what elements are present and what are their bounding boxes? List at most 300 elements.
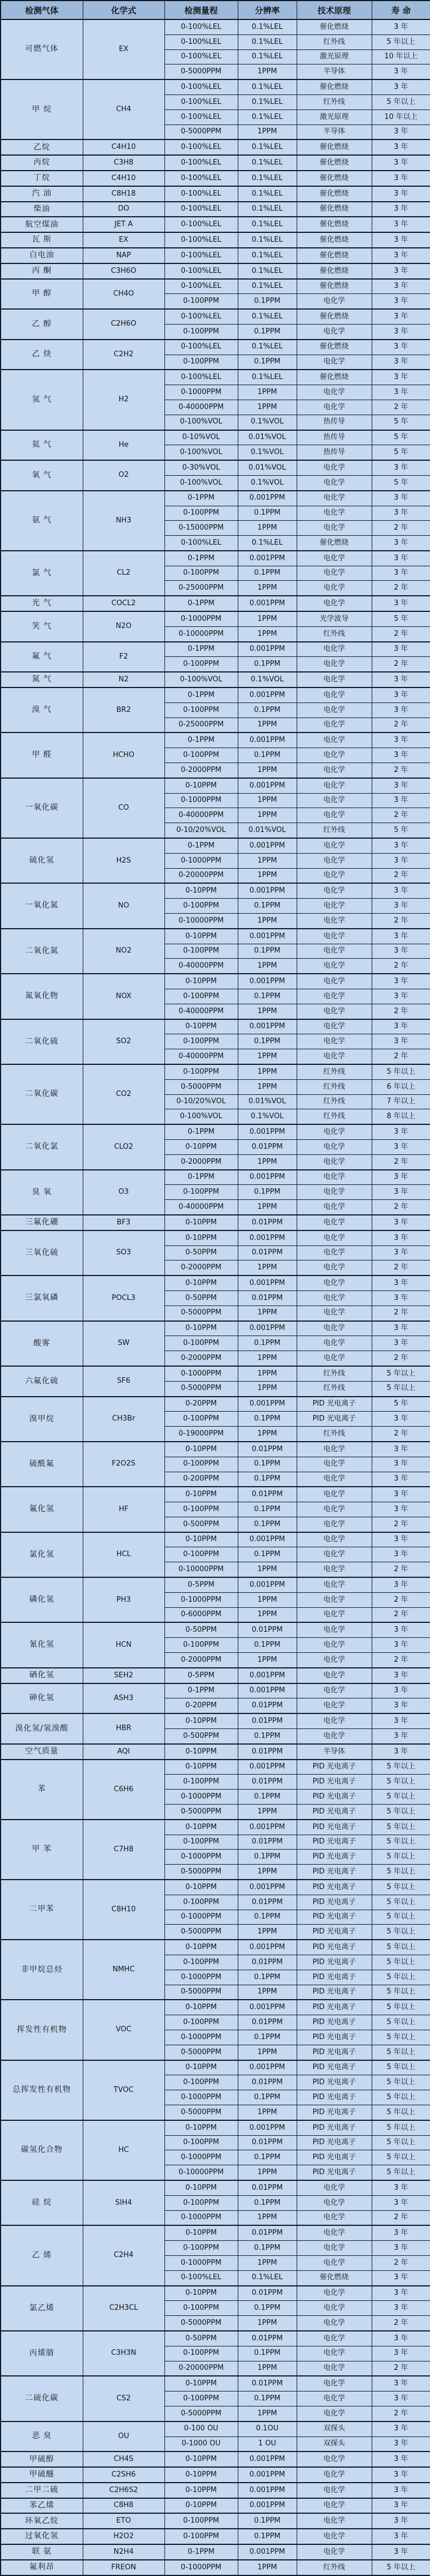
lifespan-cell: 3 年 xyxy=(372,2513,430,2529)
resolution-cell: 1PPM xyxy=(238,808,297,823)
table-row xyxy=(1,263,430,279)
lifespan-cell: 3 年 xyxy=(372,309,430,324)
principle-cell: PID 光电离子 xyxy=(297,1970,372,1985)
lifespan-cell: 3 年 xyxy=(372,778,430,793)
gas-name-cell: 非甲烷总烃 xyxy=(1,1940,83,2000)
formula-cell: VOC xyxy=(83,2000,164,2060)
principle-cell: 催化燃烧 xyxy=(297,536,372,551)
table-row xyxy=(1,1215,430,1230)
gas-name-cell: 硒化氢 xyxy=(1,1668,83,1683)
gas-name-cell: 酸雾 xyxy=(1,1321,83,1366)
table-row xyxy=(1,217,430,232)
range-cell: 0-10PPM xyxy=(164,778,238,793)
resolution-cell: 1PPM xyxy=(238,1985,297,2000)
range-cell: 0-10PPM xyxy=(164,974,238,989)
table-row xyxy=(1,186,430,202)
range-cell: 0-100%LEL xyxy=(164,49,238,64)
range-cell: 0-50PPM xyxy=(164,1622,238,1637)
principle-cell: 电化学 xyxy=(297,1245,372,1260)
lifespan-cell: 3 年 xyxy=(372,155,430,171)
gas-name-cell: 一氧化氮 xyxy=(1,883,83,928)
principle-cell: 电化学 xyxy=(297,1562,372,1577)
table-row xyxy=(1,2529,430,2544)
table-row xyxy=(1,1275,430,1291)
range-cell: 0-10PPM xyxy=(164,1940,238,1955)
principle-cell: 激光原理 xyxy=(297,49,372,64)
lifespan-cell: 2 年 xyxy=(372,1306,430,1321)
lifespan-cell: 3 年 xyxy=(372,989,430,1004)
resolution-cell: 1PPM xyxy=(238,2560,297,2575)
lifespan-cell: 8 年以上 xyxy=(372,1109,430,1124)
resolution-cell: 0.1PPM xyxy=(238,2301,297,2316)
range-cell: 0-5PPM xyxy=(164,1668,238,1683)
lifespan-cell: 3 年 xyxy=(372,370,430,385)
resolution-cell: 1PPM xyxy=(238,1805,297,1820)
table-row xyxy=(1,340,430,355)
resolution-cell: 0.1%LEL xyxy=(238,171,297,186)
principle-cell: 电化学 xyxy=(297,2467,372,2483)
lifespan-cell: 3 年 xyxy=(372,1457,430,1472)
resolution-cell: 0.1PPM xyxy=(238,2150,297,2165)
principle-cell: 电化学 xyxy=(297,1336,372,1351)
principle-cell: 电化学 xyxy=(297,1729,372,1744)
table-row xyxy=(1,1170,430,1185)
principle-cell: PID 光电离子 xyxy=(297,1805,372,1820)
resolution-cell: 0.001PPM xyxy=(238,2452,297,2467)
resolution-cell: 0.1%LEL xyxy=(238,309,297,324)
range-cell: 0-500PPM xyxy=(164,1517,238,1532)
lifespan-cell: 3 年 xyxy=(372,232,430,248)
principle-cell: PID 光电离子 xyxy=(297,1955,372,1970)
range-cell: 0-10000PPM xyxy=(164,2165,238,2180)
lifespan-cell: 3 年 xyxy=(372,642,430,657)
lifespan-cell: 3 年 xyxy=(372,974,430,989)
resolution-cell: 0.1PPM xyxy=(238,1910,297,1925)
resolution-cell: 0.1%LEL xyxy=(238,248,297,263)
resolution-cell: 1PPM xyxy=(238,763,297,778)
resolution-cell: 0.01PPM xyxy=(238,1698,297,1713)
range-cell: 0-100PPM xyxy=(164,2529,238,2544)
range-cell: 0-10PPM xyxy=(164,2286,238,2301)
principle-cell: PID 光电离子 xyxy=(297,2135,372,2150)
range-cell: 0-100%LEL xyxy=(164,171,238,186)
principle-cell: 电化学 xyxy=(297,1472,372,1487)
resolution-cell: 0.01PPM xyxy=(238,2180,297,2195)
lifespan-cell: 3 年 xyxy=(372,1412,430,1427)
principle-cell: 电化学 xyxy=(297,687,372,702)
resolution-cell: 0.1PPM xyxy=(238,566,297,581)
principle-cell: 双探头 xyxy=(297,2437,372,2452)
lifespan-cell: 3 年 xyxy=(372,838,430,853)
range-cell: 0-5000PPM xyxy=(164,124,238,139)
resolution-cell: 0.001PPM xyxy=(238,2060,297,2075)
formula-cell: CL2 xyxy=(83,551,164,596)
gas-name-cell: 乙烷 xyxy=(1,139,83,155)
principle-cell: 电化学 xyxy=(297,2498,372,2514)
principle-cell: 电化学 xyxy=(297,1532,372,1547)
gas-name-cell: 二甲苯 xyxy=(1,1880,83,1940)
formula-cell: C6H6 xyxy=(83,1760,164,1820)
principle-cell: 电化学 xyxy=(297,1124,372,1139)
range-cell: 0-100%LEL xyxy=(164,263,238,279)
resolution-cell: 0.1PPM xyxy=(238,2030,297,2045)
range-cell: 0-100PPM xyxy=(164,2241,238,2256)
formula-cell: FREON xyxy=(83,2560,164,2575)
lifespan-cell: 3 年 xyxy=(372,506,430,521)
formula-cell: C4H10 xyxy=(83,139,164,155)
formula-cell: NMHC xyxy=(83,1940,164,2000)
gas-name-cell: 光 气 xyxy=(1,596,83,611)
table-row xyxy=(1,642,430,657)
range-cell: 0-10PPM xyxy=(164,1321,238,1336)
resolution-cell: 0.001PPM xyxy=(238,1321,297,1336)
principle-cell: 电化学 xyxy=(297,1185,372,1200)
lifespan-cell: 5 年 xyxy=(372,475,430,490)
lifespan-cell: 5 年以上 xyxy=(372,1925,430,1940)
table-row xyxy=(1,232,430,248)
range-cell: 0-10PPM xyxy=(164,929,238,944)
formula-cell: C8H8 xyxy=(83,2498,164,2514)
lifespan-cell: 3 年 xyxy=(372,1577,430,1592)
gas-name-cell: 苯 xyxy=(1,1760,83,1820)
range-cell: 0-1000PPM xyxy=(164,2030,238,2045)
range-cell: 0-1000PPM xyxy=(164,2255,238,2270)
principle-cell: 催化燃烧 xyxy=(297,340,372,355)
formula-cell: NOX xyxy=(83,974,164,1019)
formula-cell: CH4O xyxy=(83,279,164,310)
table-row xyxy=(1,778,430,793)
principle-cell: 催化燃烧 xyxy=(297,370,372,385)
principle-cell: 电化学 xyxy=(297,324,372,339)
gas-name-cell: 乙 炔 xyxy=(1,340,83,370)
formula-cell: AQI xyxy=(83,1744,164,1760)
principle-cell: 电化学 xyxy=(297,2195,372,2210)
principle-cell: PID 光电离子 xyxy=(297,1820,372,1835)
principle-cell: PID 光电离子 xyxy=(297,2150,372,2165)
formula-cell: H2 xyxy=(83,370,164,430)
range-cell: 0-1000PPM xyxy=(164,1366,238,1381)
resolution-cell: 0.1%LEL xyxy=(238,340,297,355)
principle-cell: 电化学 xyxy=(297,506,372,521)
range-cell: 0-100PPM xyxy=(164,2513,238,2529)
resolution-cell: 0.01PPM xyxy=(238,1139,297,1154)
resolution-cell: 0.1%LEL xyxy=(238,232,297,248)
resolution-cell: 0.1PPM xyxy=(238,702,297,718)
resolution-cell: 0.1PPM xyxy=(238,355,297,370)
principle-cell: 电化学 xyxy=(297,2376,372,2391)
lifespan-cell: 2 年 xyxy=(372,657,430,672)
range-cell: 0-1000PPM xyxy=(164,611,238,626)
principle-cell: PID 光电离子 xyxy=(297,2120,372,2135)
principle-cell: 电化学 xyxy=(297,1577,372,1592)
principle-cell: 红外线 xyxy=(297,1427,372,1442)
range-cell: 0-1000PPM xyxy=(164,1790,238,1805)
lifespan-cell: 2 年 xyxy=(372,718,430,733)
range-cell: 0-100%LEL xyxy=(164,2270,238,2285)
range-cell: 0-100PPM xyxy=(164,1638,238,1653)
principle-cell: 催化燃烧 xyxy=(297,309,372,324)
principle-cell: 电化学 xyxy=(297,838,372,853)
formula-cell: C3H6O xyxy=(83,263,164,279)
range-cell: 0-100%LEL xyxy=(164,340,238,355)
formula-cell: NO xyxy=(83,883,164,928)
resolution-cell: 0.001PPM xyxy=(238,2483,297,2498)
formula-cell: TVOC xyxy=(83,2060,164,2120)
principle-cell: 电化学 xyxy=(297,1487,372,1502)
table-row xyxy=(1,1124,430,1139)
lifespan-cell: 3 年 xyxy=(372,2225,430,2240)
resolution-cell: 0.001PPM xyxy=(238,2544,297,2560)
formula-cell: C2H2 xyxy=(83,340,164,370)
formula-cell: SF6 xyxy=(83,1366,164,1397)
resolution-cell: 0.001PPM xyxy=(238,1577,297,1592)
resolution-cell: 0.001PPM xyxy=(238,551,297,566)
principle-cell: PID 光电离子 xyxy=(297,2105,372,2120)
table-row xyxy=(1,171,430,186)
principle-cell: 红外线 xyxy=(297,1064,372,1079)
resolution-cell: 1PPM xyxy=(238,2361,297,2376)
range-cell: 0-100PPM xyxy=(164,989,238,1004)
principle-cell: 电化学 xyxy=(297,808,372,823)
table-row xyxy=(1,2331,430,2346)
range-cell: 0-100PPM xyxy=(164,944,238,959)
range-cell: 0-100%VOL xyxy=(164,445,238,460)
gas-name-cell: 丙 酮 xyxy=(1,263,83,279)
table-row xyxy=(1,1940,430,1955)
principle-cell: 电化学 xyxy=(297,1004,372,1019)
formula-cell: C4H10 xyxy=(83,171,164,186)
resolution-cell: 0.1%VOL xyxy=(238,415,297,430)
principle-cell: 电化学 xyxy=(297,1668,372,1683)
lifespan-cell: 3 年 xyxy=(372,2391,430,2406)
gas-name-cell: 笑 气 xyxy=(1,611,83,642)
range-cell: 0-100PPM xyxy=(164,1064,238,1079)
resolution-cell: 1PPM xyxy=(238,1592,297,1607)
resolution-cell: 0.001PPM xyxy=(238,642,297,657)
range-cell: 0-20000PPM xyxy=(164,868,238,883)
principle-cell: 电化学 xyxy=(297,2301,372,2316)
principle-cell: 电化学 xyxy=(297,475,372,490)
principle-cell: 电化学 xyxy=(297,672,372,687)
formula-cell: POCL3 xyxy=(83,1275,164,1321)
lifespan-cell: 3 年 xyxy=(372,1170,430,1185)
range-cell: 0-10PPM xyxy=(164,2000,238,2015)
principle-cell: 电化学 xyxy=(297,868,372,883)
table-row xyxy=(1,551,430,566)
resolution-cell: 0.01PPM xyxy=(238,2376,297,2391)
resolution-cell: 1PPM xyxy=(238,868,297,883)
resolution-cell: 1PPM xyxy=(238,1260,297,1275)
lifespan-cell: 3 年 xyxy=(372,2286,430,2301)
table-row xyxy=(1,1880,430,1895)
resolution-cell: 0.01PPM xyxy=(238,2225,297,2240)
principle-cell: 电化学 xyxy=(297,642,372,657)
lifespan-cell: 5 年以上 xyxy=(372,1835,430,1850)
range-cell: 0-100%VOL xyxy=(164,1109,238,1124)
principle-cell: 电化学 xyxy=(297,2180,372,2195)
principle-cell: 催化燃烧 xyxy=(297,263,372,279)
lifespan-cell: 3 年 xyxy=(372,1744,430,1760)
lifespan-cell: 5 年以上 xyxy=(372,1366,430,1381)
formula-cell: BR2 xyxy=(83,687,164,733)
principle-cell: 电化学 xyxy=(297,294,372,309)
lifespan-cell: 2 年 xyxy=(372,1351,430,1366)
formula-cell: DO xyxy=(83,202,164,217)
lifespan-cell: 3 年 xyxy=(372,217,430,232)
range-cell: 0-100%LEL xyxy=(164,217,238,232)
gas-name-cell: 氰化氢 xyxy=(1,1622,83,1667)
col-header-lifespan: 寿 命 xyxy=(372,1,430,19)
range-cell: 0-1000PPM xyxy=(164,1850,238,1865)
resolution-cell: 0.001PPM xyxy=(238,1880,297,1895)
lifespan-cell: 3 年 xyxy=(372,1442,430,1457)
resolution-cell: 1PPM xyxy=(238,2165,297,2180)
range-cell: 0-1PPM xyxy=(164,2544,238,2560)
table-row xyxy=(1,1744,430,1760)
lifespan-cell: 2 年 xyxy=(372,1607,430,1622)
principle-cell: PID 光电离子 xyxy=(297,1985,372,2000)
resolution-cell: 0.001PPM xyxy=(238,1532,297,1547)
lifespan-cell: 3 年 xyxy=(372,294,430,309)
lifespan-cell: 5 年以上 xyxy=(372,1940,430,1955)
resolution-cell: 1PPM xyxy=(238,1865,297,1880)
lifespan-cell: 5 年以上 xyxy=(372,2015,430,2030)
lifespan-cell: 5 年以上 xyxy=(372,1775,430,1790)
principle-cell: 电化学 xyxy=(297,551,372,566)
gas-name-cell: 环氧乙烷 xyxy=(1,2513,83,2529)
lifespan-cell: 2 年 xyxy=(372,1592,430,1607)
resolution-cell: 0.01PPM xyxy=(238,2286,297,2301)
range-cell: 0-20PPM xyxy=(164,1698,238,1713)
gas-name-cell: 甲硫醇 xyxy=(1,2452,83,2467)
lifespan-cell: 3 年 xyxy=(372,596,430,611)
principle-cell: 红外线 xyxy=(297,823,372,838)
range-cell: 0-5000PPM xyxy=(164,2406,238,2421)
range-cell: 0-40000PPM xyxy=(164,1004,238,1019)
resolution-cell: 0.1PPM xyxy=(238,2346,297,2361)
formula-cell: JET A xyxy=(83,217,164,232)
range-cell: 0-100PPM xyxy=(164,2391,238,2406)
formula-cell: PH3 xyxy=(83,1577,164,1622)
range-cell: 0-100%LEL xyxy=(164,248,238,263)
range-cell: 0-1PPM xyxy=(164,733,238,748)
table-row xyxy=(1,1366,430,1381)
lifespan-cell: 3 年 xyxy=(372,1245,430,1260)
principle-cell: 催化燃烧 xyxy=(297,248,372,263)
range-cell: 0-10PPM xyxy=(164,2180,238,2195)
lifespan-cell: 2 年 xyxy=(372,521,430,536)
formula-cell: C2H6O xyxy=(83,309,164,340)
range-cell: 0-1PPM xyxy=(164,642,238,657)
formula-cell: N2 xyxy=(83,672,164,687)
gas-name-cell: 甲 苯 xyxy=(1,1820,83,1880)
range-cell: 0-1000 OU xyxy=(164,2437,238,2452)
principle-cell: 电化学 xyxy=(297,2406,372,2421)
range-cell: 0-100PPM xyxy=(164,2195,238,2210)
principle-cell: 热传导 xyxy=(297,445,372,460)
principle-cell: 电化学 xyxy=(297,657,372,672)
range-cell: 0-100PPM xyxy=(164,2346,238,2361)
range-cell: 0-100%LEL xyxy=(164,79,238,94)
resolution-cell: 0.1PPM xyxy=(238,1034,297,1049)
principle-cell: 电化学 xyxy=(297,763,372,778)
formula-cell: NO2 xyxy=(83,929,164,974)
lifespan-cell: 2 年 xyxy=(372,2361,430,2376)
principle-cell: 光学波导 xyxy=(297,611,372,626)
range-cell: 0-100PPM xyxy=(164,1034,238,1049)
range-cell: 0-10PPM xyxy=(164,2060,238,2075)
principle-cell: 红外线 xyxy=(297,34,372,49)
table-row xyxy=(1,1713,430,1728)
range-cell: 0-2000PPM xyxy=(164,1653,238,1668)
formula-cell: HBR xyxy=(83,1713,164,1744)
col-header-range: 检测量程 xyxy=(164,1,238,19)
range-cell: 0-40000PPM xyxy=(164,808,238,823)
lifespan-cell: 2 年 xyxy=(372,1154,430,1169)
resolution-cell: 1PPM xyxy=(238,1306,297,1321)
range-cell: 0-100PPM xyxy=(164,702,238,718)
lifespan-cell: 3 年 xyxy=(372,139,430,155)
formula-cell: C2H4 xyxy=(83,2225,164,2285)
lifespan-cell: 3 年 xyxy=(372,1291,430,1306)
principle-cell: 催化燃烧 xyxy=(297,171,372,186)
gas-name-cell: 二氧化氮 xyxy=(1,929,83,974)
principle-cell: 电化学 xyxy=(297,1442,372,1457)
principle-cell: PID 光电离子 xyxy=(297,1880,372,1895)
lifespan-cell: 5 年 xyxy=(372,445,430,460)
resolution-cell: 1PPM xyxy=(238,793,297,808)
range-cell: 0-30%VOL xyxy=(164,460,238,475)
range-cell: 0-10PPM xyxy=(164,2452,238,2467)
range-cell: 0-1000PPM xyxy=(164,2090,238,2105)
principle-cell: 电化学 xyxy=(297,1170,372,1185)
table-row xyxy=(1,2421,430,2437)
resolution-cell: 1PPM xyxy=(238,2316,297,2331)
lifespan-cell: 3 年 xyxy=(372,1034,430,1049)
principle-cell: 红外线 xyxy=(297,1381,372,1396)
resolution-cell: 1PPM xyxy=(238,914,297,929)
gas-name-cell: 二氧化氯 xyxy=(1,1124,83,1169)
resolution-cell: 1PPM xyxy=(238,1064,297,1079)
principle-cell: PID 光电离子 xyxy=(297,1775,372,1790)
table-row xyxy=(1,2286,430,2301)
range-cell: 0-1000PPM xyxy=(164,1910,238,1925)
lifespan-cell: 5 年以上 xyxy=(372,1880,430,1895)
resolution-cell: 0.01PPM xyxy=(238,1215,297,1230)
principle-cell: 电化学 xyxy=(297,1517,372,1532)
table-row xyxy=(1,309,430,324)
range-cell: 0-1PPM xyxy=(164,1124,238,1139)
principle-cell: 电化学 xyxy=(297,2361,372,2376)
range-cell: 0-10PPM xyxy=(164,1019,238,1034)
lifespan-cell: 3 年 xyxy=(372,748,430,763)
resolution-cell: 0.001PPM xyxy=(238,2467,297,2483)
lifespan-cell: 3 年 xyxy=(372,2301,430,2316)
lifespan-cell: 10 年以上 xyxy=(372,109,430,124)
resolution-cell: 0.01PPM xyxy=(238,2135,297,2150)
table-row xyxy=(1,279,430,294)
principle-cell: 电化学 xyxy=(297,596,372,611)
resolution-cell: 0.01PPM xyxy=(238,1291,297,1306)
resolution-cell: 0.01PPM xyxy=(238,1622,297,1637)
principle-cell: 电化学 xyxy=(297,914,372,929)
lifespan-cell: 5 年以上 xyxy=(372,1865,430,1880)
formula-cell: CO xyxy=(83,778,164,838)
lifespan-cell: 3 年 xyxy=(372,202,430,217)
resolution-cell: 1PPM xyxy=(238,1381,297,1396)
resolution-cell: 0.1%VOL xyxy=(238,1109,297,1124)
principle-cell: PID 光电离子 xyxy=(297,1910,372,1925)
